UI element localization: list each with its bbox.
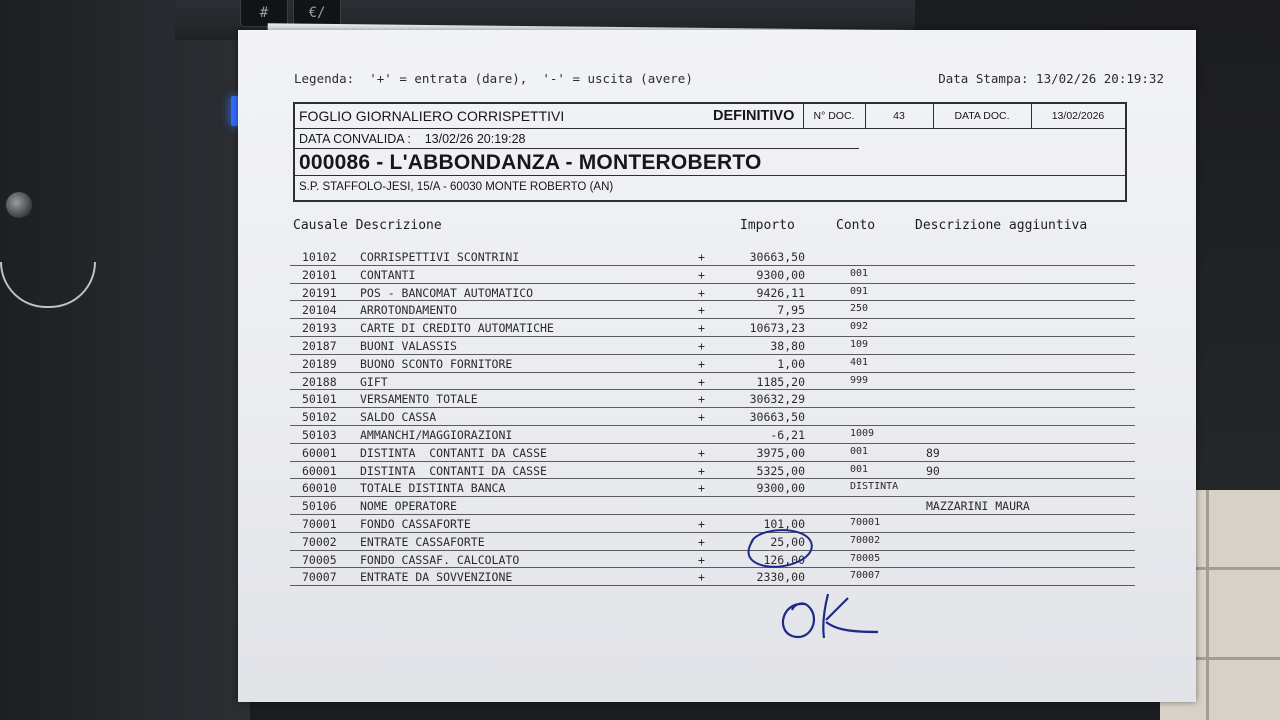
header-title-row bbox=[295, 104, 1125, 129]
row-sign: + bbox=[698, 392, 705, 407]
row-conto: 001 bbox=[850, 463, 869, 475]
row-conto: 70007 bbox=[850, 570, 881, 582]
row-code: 50102 bbox=[302, 410, 337, 425]
table-row bbox=[290, 444, 1135, 462]
row-conto: 70001 bbox=[850, 516, 881, 528]
row-description: NOME OPERATORE bbox=[360, 499, 457, 514]
row-code: 20101 bbox=[302, 267, 337, 282]
screw-icon bbox=[6, 192, 32, 218]
doc-no-label: N° DOC. bbox=[803, 104, 864, 128]
doc-date-value: 13/02/2026 bbox=[1031, 104, 1124, 128]
row-description: TOTALE DISTINTA BANCA bbox=[360, 481, 506, 496]
row-sign: + bbox=[698, 534, 705, 549]
row-conto: 109 bbox=[850, 338, 869, 350]
row-description: DISTINTA CONTANTI DA CASSE bbox=[360, 463, 547, 478]
entries-table bbox=[290, 248, 1135, 586]
row-amount: 10673,23 bbox=[749, 321, 805, 336]
doc-no-value: 43 bbox=[865, 104, 932, 128]
row-extra-description: 90 bbox=[926, 463, 940, 478]
row-description: BUONI VALASSIS bbox=[360, 338, 457, 353]
table-row bbox=[290, 337, 1135, 355]
row-sign: + bbox=[698, 285, 705, 300]
table-row bbox=[290, 497, 1135, 515]
row-amount: 30632,29 bbox=[749, 392, 805, 407]
row-conto: 401 bbox=[850, 356, 869, 368]
row-code: 20193 bbox=[302, 321, 337, 336]
row-amount: 2330,00 bbox=[756, 570, 805, 585]
row-sign: + bbox=[698, 463, 705, 478]
row-description: SALDO CASSA bbox=[360, 410, 437, 425]
store-name: 000086 - L'ABBONDANZA - MONTEROBERTO bbox=[299, 151, 762, 174]
row-conto: 091 bbox=[850, 285, 869, 297]
table-row bbox=[290, 390, 1135, 408]
desk-background-left bbox=[0, 0, 250, 720]
table-row bbox=[290, 319, 1135, 337]
row-code: 20188 bbox=[302, 374, 337, 389]
ink-circle-mark bbox=[743, 522, 815, 570]
legend-text: Legenda: '+' = entrata (dare), '-' = uscita (avere) bbox=[294, 71, 693, 86]
row-amount: 126,00 bbox=[763, 552, 805, 567]
handwritten-ok-signature bbox=[774, 590, 894, 650]
row-code: 50103 bbox=[302, 427, 337, 442]
row-code: 20104 bbox=[302, 303, 337, 318]
status-label: DEFINITIVO bbox=[713, 108, 795, 124]
row-code: 10102 bbox=[302, 250, 337, 264]
row-code: 70001 bbox=[302, 516, 337, 531]
table-row bbox=[290, 266, 1135, 284]
row-description: BUONO SCONTO FORNITORE bbox=[360, 356, 513, 371]
row-amount: 30663,50 bbox=[749, 410, 805, 425]
row-sign: + bbox=[698, 321, 705, 336]
row-description: VERSAMENTO TOTALE bbox=[360, 392, 478, 407]
row-code: 70007 bbox=[302, 570, 337, 585]
row-amount: 1185,20 bbox=[756, 374, 805, 389]
row-description: DISTINTA CONTANTI DA CASSE bbox=[360, 445, 547, 460]
row-amount: 5325,00 bbox=[756, 463, 805, 478]
row-description: FONDO CASSAFORTE bbox=[360, 516, 471, 531]
row-amount: 3975,00 bbox=[756, 445, 805, 460]
validation-row bbox=[295, 129, 1125, 149]
table-row bbox=[290, 551, 1135, 569]
document-header-box bbox=[293, 102, 1127, 202]
row-amount: 25,00 bbox=[770, 534, 805, 549]
row-sign: + bbox=[698, 445, 705, 460]
row-code: 20191 bbox=[302, 285, 337, 300]
row-sign: + bbox=[698, 374, 705, 389]
row-amount: 9426,11 bbox=[756, 285, 805, 300]
table-row bbox=[290, 426, 1135, 444]
row-code: 50101 bbox=[302, 392, 337, 407]
row-sign: + bbox=[698, 516, 705, 531]
table-row bbox=[290, 284, 1135, 302]
table-row bbox=[290, 248, 1135, 266]
row-description: POS - BANCOMAT AUTOMATICO bbox=[360, 285, 534, 300]
row-description: ENTRATE DA SOVVENZIONE bbox=[360, 570, 513, 585]
print-date: Data Stampa: 13/02/26 20:19:32 bbox=[938, 71, 1164, 86]
document-sheet bbox=[238, 30, 1196, 702]
row-description: CONTANTI bbox=[360, 267, 416, 282]
row-conto: 250 bbox=[850, 303, 869, 315]
table-row bbox=[290, 355, 1135, 373]
row-sign: + bbox=[698, 267, 705, 282]
row-sign: + bbox=[698, 338, 705, 353]
column-causale-descrizione: Causale Descrizione bbox=[293, 218, 442, 233]
table-row bbox=[290, 462, 1135, 480]
row-code: 50106 bbox=[302, 499, 337, 514]
row-code: 20189 bbox=[302, 356, 337, 371]
row-amount: -6,21 bbox=[770, 427, 805, 442]
document-title: FOGLIO GIORNALIERO CORRISPETTIVI bbox=[299, 108, 565, 124]
row-description: ARROTONDAMENTO bbox=[360, 303, 457, 318]
row-sign: + bbox=[698, 250, 705, 264]
row-conto: 001 bbox=[850, 267, 869, 279]
table-row bbox=[290, 515, 1135, 533]
table-row bbox=[290, 568, 1135, 586]
table-row bbox=[290, 533, 1135, 551]
row-code: 60001 bbox=[302, 463, 337, 478]
row-code: 20187 bbox=[302, 338, 337, 353]
row-code: 70005 bbox=[302, 552, 337, 567]
row-code: 70002 bbox=[302, 534, 337, 549]
store-address: S.P. STAFFOLO-JESI, 15/A - 60030 MONTE ROBERTO (AN) bbox=[299, 181, 614, 193]
table-row bbox=[290, 479, 1135, 497]
row-code: 60001 bbox=[302, 445, 337, 460]
row-amount: 7,95 bbox=[777, 303, 805, 318]
doc-date-label: DATA DOC. bbox=[933, 104, 1030, 128]
column-conto: Conto bbox=[836, 218, 876, 233]
row-extra-description: MAZZARINI MAURA bbox=[926, 499, 1030, 514]
row-description: CORRISPETTIVI SCONTRINI bbox=[360, 250, 520, 264]
table-row bbox=[290, 373, 1135, 391]
row-amount: 9300,00 bbox=[756, 267, 805, 282]
euro-key: €/ bbox=[293, 0, 341, 27]
row-amount: 38,80 bbox=[770, 338, 805, 353]
row-sign: + bbox=[698, 303, 705, 318]
table-row bbox=[290, 301, 1135, 319]
row-amount: 9300,00 bbox=[756, 481, 805, 496]
row-conto: 999 bbox=[850, 374, 869, 386]
row-conto: 70005 bbox=[850, 552, 881, 564]
row-amount: 1,00 bbox=[777, 356, 805, 371]
row-sign: + bbox=[698, 481, 705, 496]
row-description: FONDO CASSAF. CALCOLATO bbox=[360, 552, 520, 567]
row-conto: 001 bbox=[850, 445, 869, 457]
row-conto: 70002 bbox=[850, 534, 881, 546]
row-code: 60010 bbox=[302, 481, 337, 496]
row-sign: + bbox=[698, 570, 705, 585]
row-sign: + bbox=[698, 410, 705, 425]
row-sign: + bbox=[698, 356, 705, 371]
row-sign: + bbox=[698, 552, 705, 567]
row-description: GIFT bbox=[360, 374, 388, 389]
validation-date: DATA CONVALIDA : 13/02/26 20:19:28 bbox=[299, 132, 526, 146]
row-description: AMMANCHI/MAGGIORAZIONI bbox=[360, 427, 513, 442]
table-row bbox=[290, 408, 1135, 426]
legend-line bbox=[294, 71, 1164, 86]
row-amount: 30663,50 bbox=[749, 250, 805, 264]
row-conto: DISTINTA bbox=[850, 481, 899, 493]
row-amount: 101,00 bbox=[763, 516, 805, 531]
column-importo: Importo bbox=[740, 218, 795, 233]
row-conto: 092 bbox=[850, 321, 869, 333]
row-conto: 1009 bbox=[850, 427, 875, 439]
column-descrizione-aggiuntiva: Descrizione aggiuntiva bbox=[915, 218, 1088, 233]
store-address-row bbox=[295, 175, 1125, 198]
row-description: ENTRATE CASSAFORTE bbox=[360, 534, 485, 549]
hash-key: # bbox=[240, 0, 288, 27]
row-description: CARTE DI CREDITO AUTOMATICHE bbox=[360, 321, 554, 336]
row-extra-description: 89 bbox=[926, 445, 940, 460]
